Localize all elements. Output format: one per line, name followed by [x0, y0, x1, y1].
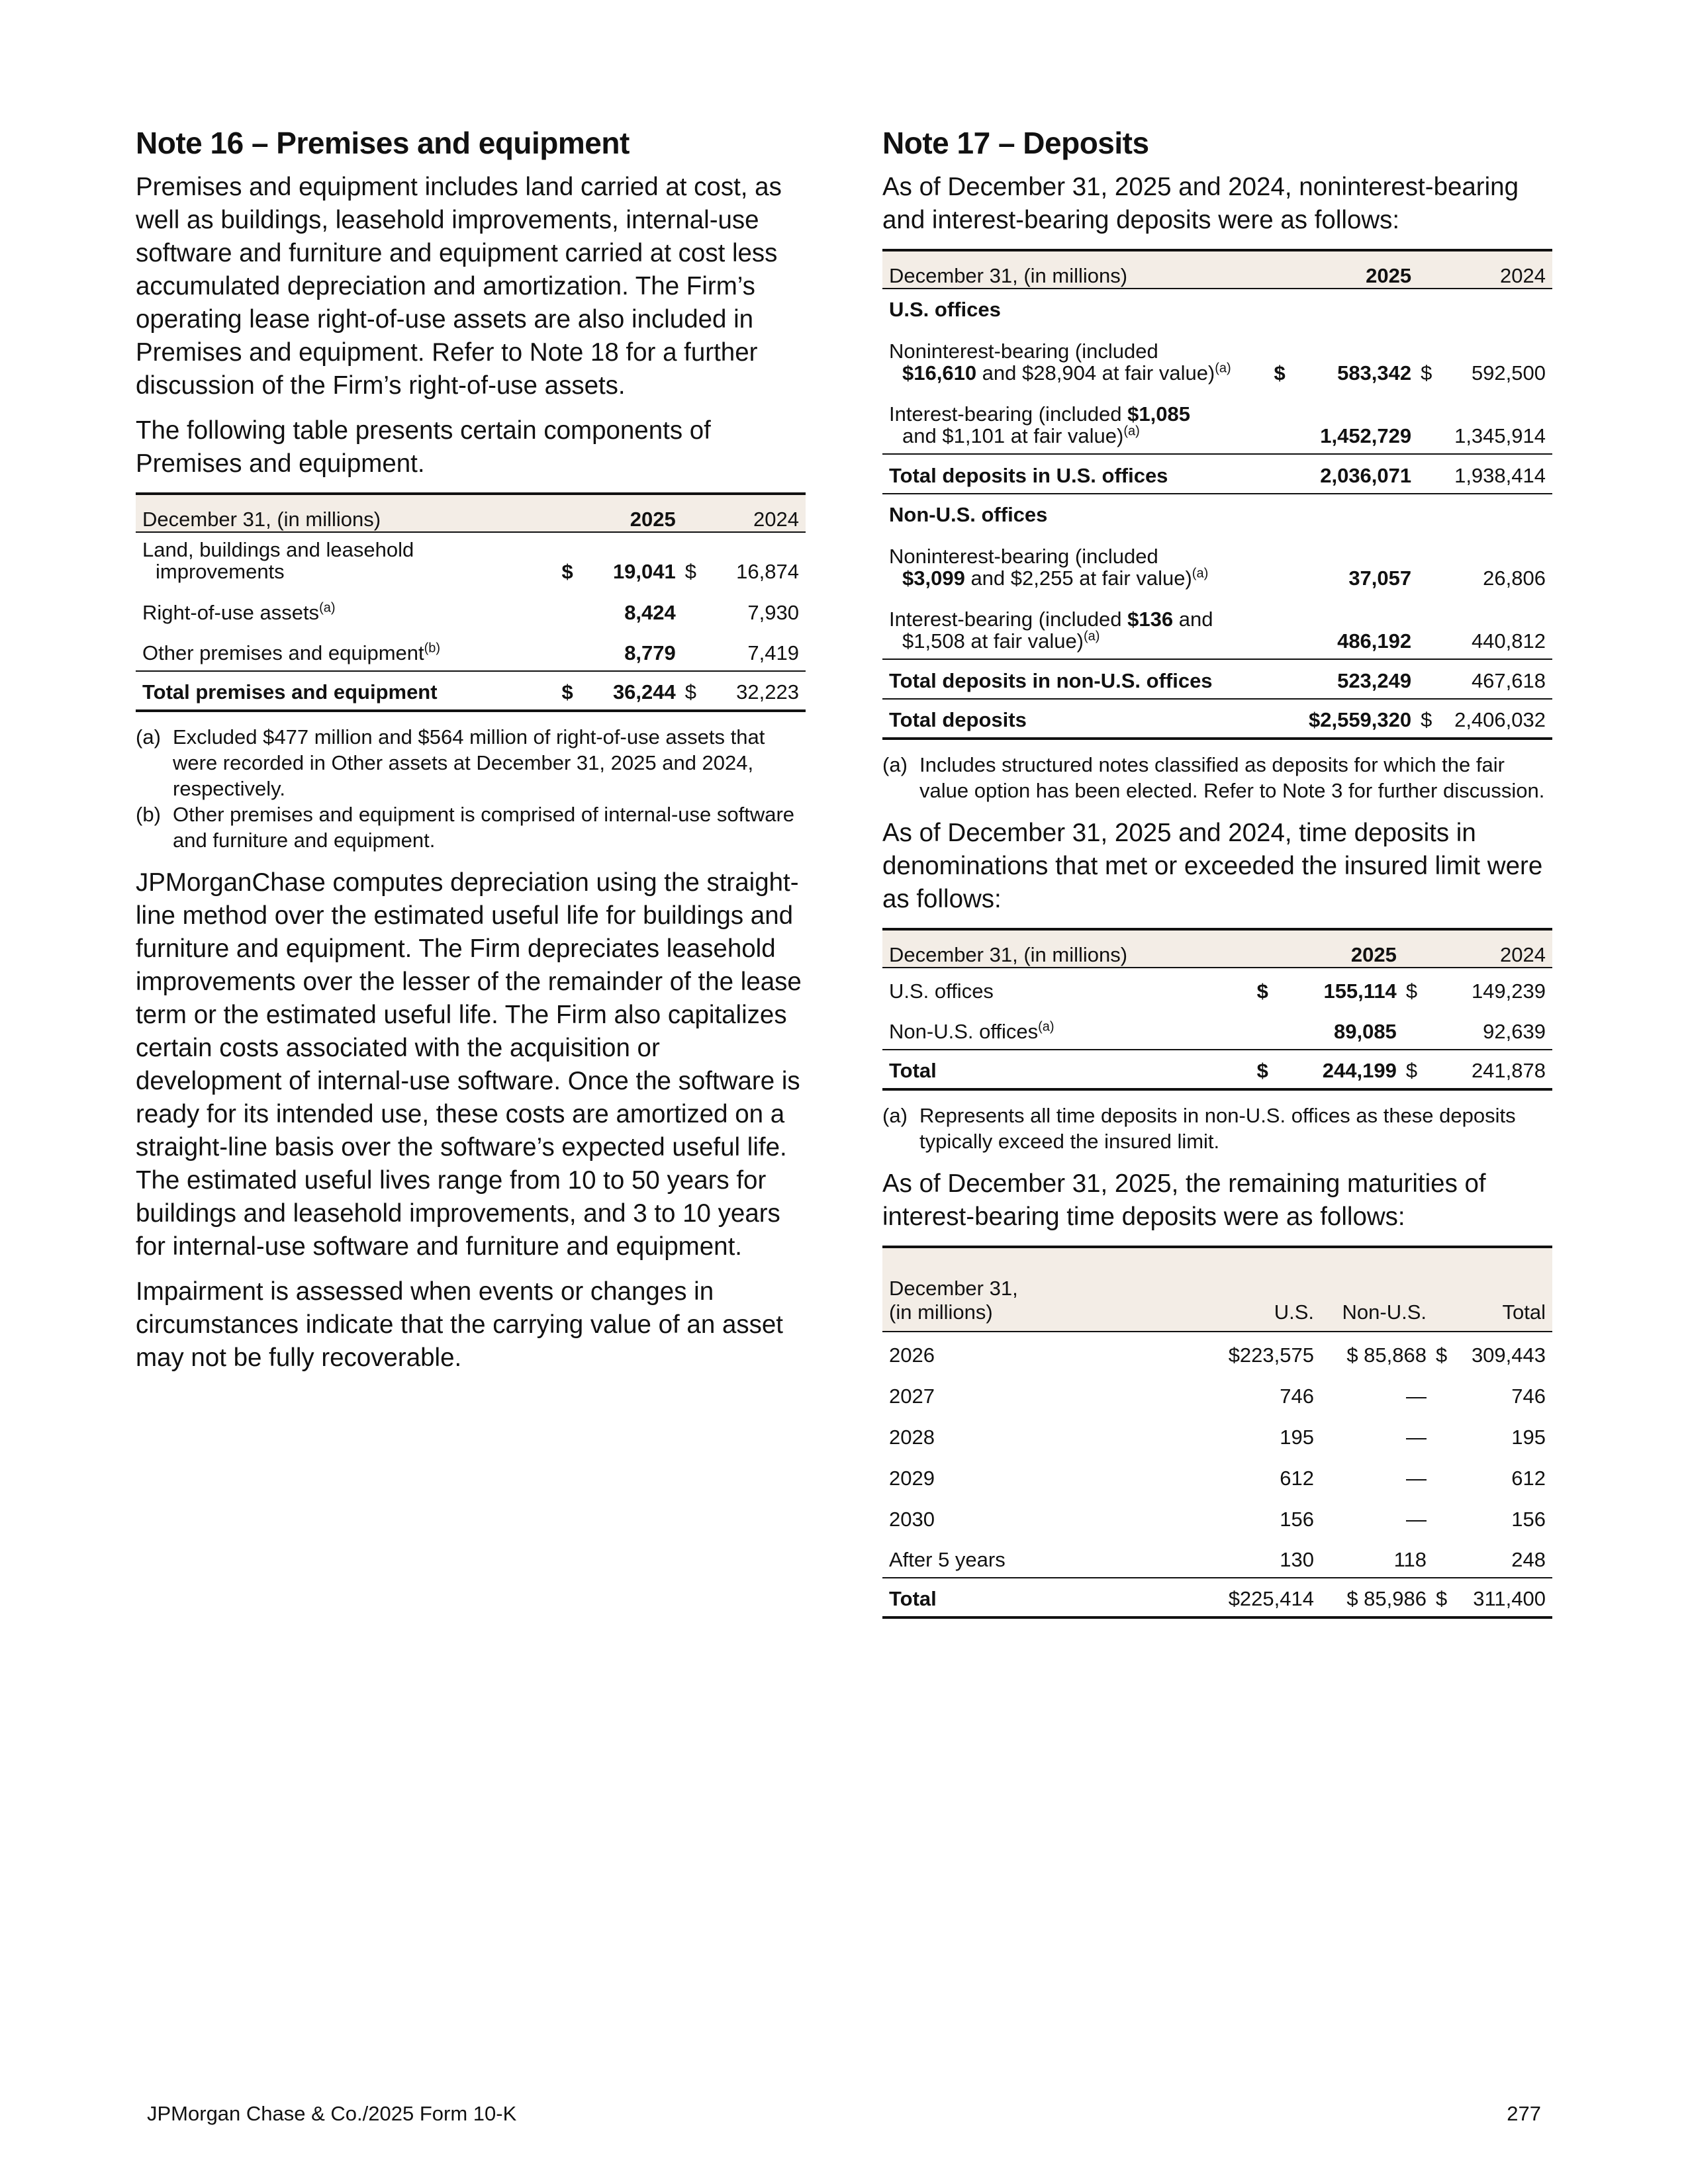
- note17-para2: As of December 31, 2025 and 2024, time deposits in denominations that met or exceeded the insured limit were as follows:: [882, 819, 1543, 913]
- time-table-header: [882, 929, 1552, 968]
- subtotal-2024: 467,618: [1438, 659, 1552, 699]
- premises-table-header: [136, 494, 806, 532]
- note16-footnotes: [136, 724, 806, 853]
- total-row: [882, 1050, 1552, 1089]
- currency-symbol: $: [684, 560, 697, 583]
- maturity-header-l1: December 31,: [889, 1277, 1018, 1300]
- total-2024: 241,878: [1423, 1050, 1552, 1089]
- currency-symbol: $: [1274, 361, 1286, 385]
- note17-section: [882, 124, 1552, 1619]
- maturity-nonus: —: [1406, 1426, 1427, 1449]
- value-2025: 19,041: [612, 560, 676, 583]
- total-2024: 2,406,032: [1438, 699, 1552, 739]
- currency-symbol: $: [1405, 979, 1418, 1003]
- premises-header-2024: 2024: [702, 494, 806, 532]
- maturity-total: 195: [1511, 1426, 1546, 1449]
- maturity-year: 2026: [889, 1343, 935, 1367]
- maturity-year: 2029: [889, 1467, 935, 1490]
- total-2025: 36,244: [579, 671, 682, 711]
- page-number: 277: [1507, 2102, 1541, 2125]
- maturity-header-us: U.S.: [1195, 1247, 1321, 1332]
- currency-symbol: $: [1256, 979, 1268, 1003]
- table-row: [882, 1332, 1552, 1373]
- note16-title: Note 16 – Premises and equipment: [136, 126, 630, 160]
- time-header-label: December 31, (in millions): [882, 929, 1254, 968]
- value-2025: 1,452,729: [1320, 424, 1412, 447]
- value-2025: 583,342: [1337, 361, 1412, 385]
- note17-para3: As of December 31, 2025, the remaining maturities of interest-bearing time deposits were as follows:: [882, 1169, 1486, 1231]
- value-2025: 37,057: [1348, 567, 1412, 590]
- currency-symbol: $: [1254, 1050, 1274, 1089]
- total-2025: $2,559,320: [1291, 699, 1418, 739]
- maturity-nonus: 118: [1393, 1548, 1427, 1571]
- footnote-ref: (b): [424, 641, 441, 656]
- maturity-nonus: —: [1406, 1385, 1427, 1408]
- table-row: Interest-bearing (included $1,085 and $1,101 at fair value)$^{(a)}$ 1,452,729 1,345,914: [882, 390, 1552, 454]
- value-2024: 149,239: [1471, 979, 1546, 1003]
- note17-para1: As of December 31, 2025 and 2024, noninterest-bearing and interest-bearing deposits were as follows:: [882, 173, 1519, 234]
- maturity-table: [882, 1246, 1552, 1619]
- maturity-header-total: Total: [1453, 1247, 1552, 1332]
- total-row: [882, 1578, 1552, 1617]
- subtotal-label: Total deposits in non-U.S. offices: [882, 659, 1271, 699]
- maturity-year: 2030: [889, 1508, 935, 1531]
- time-header-2025: 2025: [1274, 929, 1403, 968]
- value-2024: 7,419: [747, 641, 799, 664]
- note16-para3: JPMorganChase computes depreciation using the straight-line method over the estimated useful life for buildings and furniture and equipment. The Firm depreciates leasehold improvements over the lesser of the remainder of the lease term or the estimated useful life. The Firm also capitalizes certain costs associated with the acquisition or development of internal-use software. Once the software is ready for its intended use, these costs are amortized on a straight-line basis over the software’s expected useful life. The estimated useful lives range from 10 to 50 years for buildings and leasehold improvements, and 3 to 10 years for internal-use software and furniture and equipment.: [136, 868, 802, 1261]
- note16-section: [136, 124, 806, 1387]
- footnote: (a) Excluded $477 million and $564 million of right-of-use assets that were recorded in Other assets at December 31, 2025 and 2024, respectively.: [136, 725, 765, 800]
- row-label: U.S. offices: [889, 979, 994, 1003]
- section-row: [882, 494, 1552, 532]
- footnote: (b) Other premises and equipment is comprised of internal-use software and furniture and equipment.: [136, 803, 795, 852]
- footnote: (a) Includes structured notes classified as deposits for which the fair value option has been elected. Refer to Note 3 for further discussion.: [882, 753, 1545, 802]
- premises-header-label: December 31, (in millions): [136, 494, 559, 532]
- table-row: [882, 1496, 1552, 1537]
- maturity-table-header: [882, 1247, 1552, 1332]
- table-row: [882, 1455, 1552, 1496]
- subtotal-row: [882, 454, 1552, 494]
- total-row: [882, 699, 1552, 739]
- maturity-total: 156: [1511, 1508, 1546, 1531]
- deposits-header-2024: 2024: [1438, 250, 1552, 289]
- maturity-total-label: Total: [882, 1578, 1195, 1617]
- row-label: Other premises and equipment: [142, 641, 424, 664]
- value-2024: 7,930: [747, 601, 799, 624]
- currency-symbol: $: [682, 671, 702, 711]
- value-2024: 16,874: [736, 560, 799, 583]
- deposits-header-label: December 31, (in millions): [882, 250, 1271, 289]
- row-label: improvements: [156, 560, 285, 583]
- value-2024: 592,500: [1471, 361, 1546, 385]
- value-2024: 1,345,914: [1454, 424, 1546, 447]
- maturity-header-nonus: Non-U.S.: [1321, 1247, 1433, 1332]
- note16-para2: The following table presents certain components of Premises and equipment.: [136, 416, 711, 478]
- maturity-total-nonus: $ 85,986: [1321, 1578, 1433, 1617]
- total-label: Total deposits: [882, 699, 1271, 739]
- value-2025: 8,779: [624, 641, 676, 664]
- subtotal-row: [882, 659, 1552, 699]
- currency-symbol: $: [1418, 699, 1438, 739]
- section-row: [882, 289, 1552, 327]
- total-label: Total: [882, 1050, 1254, 1089]
- value-2025: 155,114: [1323, 979, 1397, 1003]
- value-2024: 92,639: [1483, 1020, 1546, 1043]
- footnote: (a) Represents all time deposits in non-U.S. offices as these deposits typically exceed the insured limit.: [882, 1104, 1516, 1153]
- maturity-us: 612: [1280, 1467, 1314, 1490]
- maturity-total-total: 311,400: [1453, 1578, 1552, 1617]
- subtotal-2024: 1,938,414: [1438, 454, 1552, 494]
- total-label: Total premises and equipment: [136, 671, 559, 711]
- currency-symbol: $: [1421, 361, 1432, 385]
- deposits-header-2025: 2025: [1291, 250, 1418, 289]
- maturity-us: 195: [1280, 1426, 1314, 1449]
- maturity-us: $223,575: [1228, 1343, 1314, 1367]
- maturity-us: 130: [1280, 1548, 1314, 1571]
- maturity-us: 156: [1280, 1508, 1314, 1531]
- footnote-ref: (a): [319, 600, 336, 615]
- table-row: Interest-bearing (included $136 and $1,508 at fair value)$^{(a)}$ 486,192 440,812: [882, 596, 1552, 659]
- table-row: [882, 968, 1552, 1009]
- row-label: Right-of-use assets: [142, 601, 320, 624]
- currency-symbol: $: [1433, 1578, 1453, 1617]
- currency-symbol: $: [559, 671, 579, 711]
- maturity-total: 746: [1511, 1385, 1546, 1408]
- maturity-us: 746: [1280, 1385, 1314, 1408]
- premises-header-2025: 2025: [579, 494, 682, 532]
- currency-symbol: $: [561, 560, 573, 583]
- row-label: Land, buildings and leasehold: [142, 538, 414, 561]
- currency-symbol: $: [1436, 1343, 1448, 1367]
- subtotal-2025: 523,249: [1291, 659, 1418, 699]
- note16-para1: Premises and equipment includes land carried at cost, as well as buildings, leasehold improvements, internal-use software and furniture and equipment carried at cost less accumulated depreciation and amortization. The Firm’s operating lease right-of-use assets are also included in Premises and equipment. Refer to Note 18 for a further discussion of the Firm’s right-of-use assets.: [136, 173, 782, 400]
- currency-symbol: $: [1403, 1050, 1423, 1089]
- maturity-nonus: —: [1406, 1467, 1427, 1490]
- table-row: [136, 532, 806, 589]
- table-row: [136, 589, 806, 630]
- table-row: [882, 1373, 1552, 1414]
- table-row: [136, 630, 806, 671]
- maturity-total: 309,443: [1471, 1343, 1546, 1367]
- maturity-total: 248: [1511, 1548, 1546, 1571]
- maturity-year: After 5 years: [889, 1548, 1006, 1571]
- value-2024: 440,812: [1471, 629, 1546, 653]
- premises-table: [136, 492, 806, 712]
- maturity-year: 2028: [889, 1426, 935, 1449]
- table-row: [882, 1009, 1552, 1050]
- deposits-footnotes: [882, 752, 1552, 803]
- footer-document-name: JPMorgan Chase & Co./2025 Form 10-K: [147, 2102, 517, 2125]
- subtotal-label: Total deposits in U.S. offices: [882, 454, 1271, 494]
- table-row: Noninterest-bearing (included $16,610 and $28,904 at fair value)$^{(a)}$ $ 583,342 $ 592,500: [882, 327, 1552, 390]
- total-2025: 244,199: [1274, 1050, 1403, 1089]
- total-2024: 32,223: [702, 671, 806, 711]
- table-row: [882, 1414, 1552, 1455]
- time-footnotes: [882, 1103, 1552, 1154]
- section-label: U.S. offices: [889, 298, 1001, 321]
- table-row: [882, 1537, 1552, 1578]
- deposits-table-header: [882, 250, 1552, 289]
- maturity-nonus: —: [1406, 1508, 1427, 1531]
- maturity-year: 2027: [889, 1385, 935, 1408]
- maturity-total: 612: [1511, 1467, 1546, 1490]
- time-deposits-table: [882, 928, 1552, 1091]
- footnote-ref: (a): [1038, 1019, 1055, 1034]
- note17-title: Note 17 – Deposits: [882, 126, 1149, 160]
- subtotal-2025: 2,036,071: [1291, 454, 1418, 494]
- value-2025: 8,424: [624, 601, 676, 624]
- section-label: Non-U.S. offices: [889, 503, 1048, 526]
- maturity-nonus: $ 85,868: [1346, 1343, 1427, 1367]
- row-label: Non-U.S. offices: [889, 1020, 1039, 1043]
- value-2025: 486,192: [1337, 629, 1412, 653]
- total-row: [136, 671, 806, 711]
- time-header-2024: 2024: [1423, 929, 1552, 968]
- maturity-header-l2: (in millions): [889, 1300, 993, 1324]
- table-row: Noninterest-bearing (included $3,099 and $2,255 at fair value)$^{(a)}$ 37,057 26,806: [882, 532, 1552, 596]
- value-2025: 89,085: [1333, 1020, 1397, 1043]
- note16-para4: Impairment is assessed when events or changes in circumstances indicate that the carrying value of an asset may not be fully recoverable.: [136, 1277, 783, 1372]
- deposits-table: [882, 249, 1552, 740]
- value-2024: 26,806: [1483, 567, 1546, 590]
- maturity-total-us: $225,414: [1195, 1578, 1321, 1617]
